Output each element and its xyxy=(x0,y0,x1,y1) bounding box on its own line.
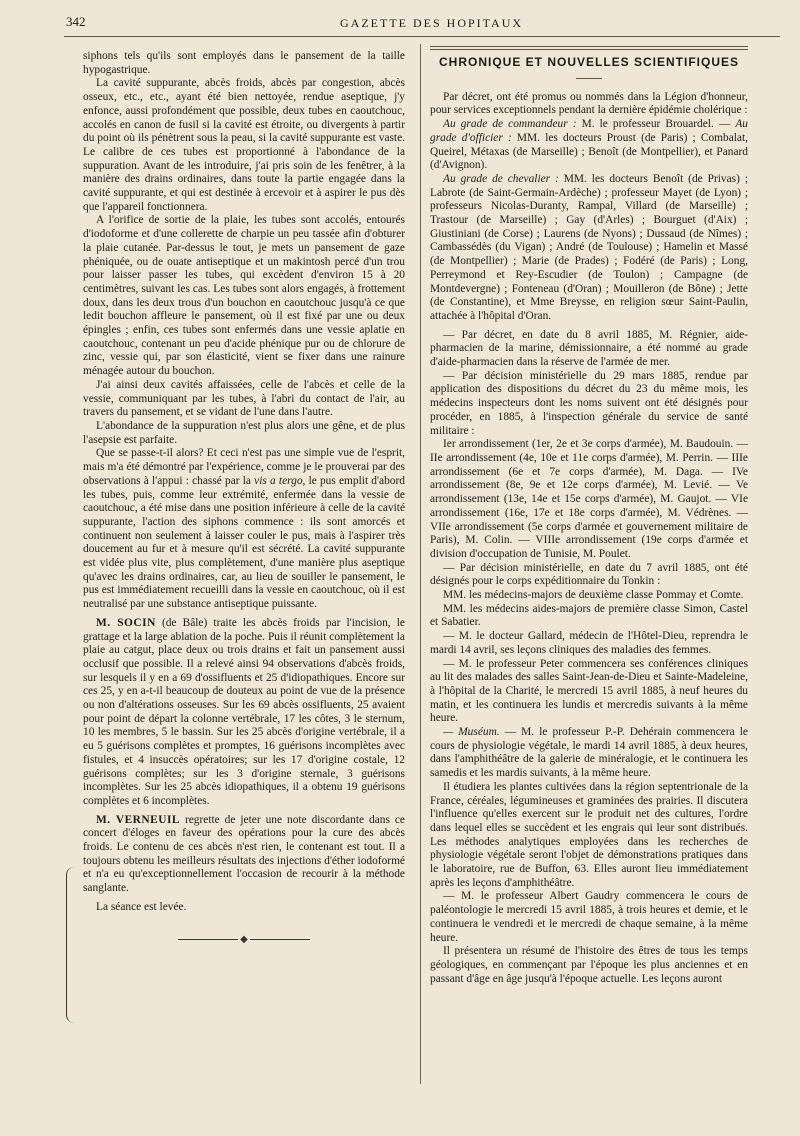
speaker-name: M. SOCIN xyxy=(96,616,156,629)
closing-line: La séance est levée. xyxy=(96,900,187,913)
text-run: MM. les docteurs Benoît (de Privas) ; Labrote (de Saint-Germain-Ardèche) ; professeur Mayet (de Lyon) ; professeurs Nicolas-Duranty, Rampal, Villard (de Marseille) ; Trastour (de Marseille) ; Gay (d'Arles) ; Bourguet (d'Aix) ; Giustiniani (de Corse) ; Laurens (de Nyons) ; Dussaud (de Nîmes) ; Cambassédès (du Vigan) ; André (de Toulouse) ; Hamelin et Massé (de Montpellier) ; Marie (de Prades) ; Fodéré (de Paris) ; Long, Perreymond et Rey-Escudier (de Toulon) ; Campagne (de Montdevergne) ; Fonteneau (d'Oran) ; Mouilleron (de Bône) ; Jette (de Constantine), et Mme Breysse, en religion sœur Saint-Paulin, attachée à l'hôpital d'Oran. xyxy=(430,172,748,322)
text-run: regrette de jeter une note discordante dans ce concert d'éloges en faveur des opérations pour la cure des abcès froids. Le contenu de ces abcès n'est rien, le contenant est tout. Il a toujours obtenu les meilleurs résultats des injections d'éther iodoformé et n'a eu qu'exceptionnellement l'occasion de recourir à la méthode sanglante. xyxy=(83,813,405,895)
paragraph: — Par décision ministérielle du 29 mars 1885, rendue par application des dispositions du décret du 23 du même mois, les médecins inspecteurs dont les noms suivent ont été désignés pour procéder, en 1885, à l'inspection générale du service de santé militaire : xyxy=(430,369,748,437)
column-divider xyxy=(420,44,421,1084)
paragraph: — M. le professeur Peter commencera ses conférences cliniques au lit des malades des salles Saint-Jean-de-Dieu et Sainte-Madeleine, à l'hôpital de la Charité, le mercredi 15 avril 1885, à neuf heures du matin, et les continuera les lundis et mercredis suivants à la même heure. xyxy=(430,657,748,725)
text-run: MM. les docteurs Proust (de Paris) ; Combalat, Queirel, Métaxas (de Marseille) ; Benoît (de Montpellier), et Panard (d'Avignon). xyxy=(430,131,748,172)
end-ornament: ◆ xyxy=(83,933,405,947)
italic-term: vis a tergo xyxy=(254,474,303,487)
italic-label: Au grade d'officier : xyxy=(430,118,748,144)
paragraph: J'ai ainsi deux cavités affaissées, celle de l'abcès et celle de la vessie, communiquant par les tubes, à l'abri du contact de l'air, au travers du pansement, et se vidant de l'une dans l'autre. xyxy=(83,378,405,419)
paragraph: — M. le professeur Albert Gaudry commencera le cours de paléontologie le mercredi 15 avril 1885, à trois heures et demie, et le continuera le vendredi et le mercredi de chaque semaine, à la même heure. xyxy=(430,890,748,944)
right-column xyxy=(430,46,748,986)
paragraph: — Par décision ministérielle, en date du 7 avril 1885, ont été désignés pour le corps expéditionnaire du Tonkin : xyxy=(430,561,748,588)
paragraph xyxy=(430,118,748,173)
text-run: M. le professeur Brouardel. — xyxy=(576,118,736,131)
paragraph: Par décret, ont été promus ou nommés dans la Légion d'honneur, pour services exceptionnels pendant la dernière épidémie cholérique : xyxy=(430,90,748,117)
paragraph xyxy=(83,447,405,611)
section-title: CHRONIQUE ET NOUVELLES SCIENTIFIQUES xyxy=(438,55,740,69)
paragraph: siphons tels qu'ils sont employés dans le pansement de la taille hypogastrique. xyxy=(83,50,405,76)
title-rule xyxy=(576,78,602,79)
text-run: , le pus emplit d'abord les tubes, puis, comme leur extrémité, enfermée dans la vessie de caoutchouc, a été mise dans une position inférieure à celle de la cavité suppurante, l'action des siphons commence : ils sont amorcés et continuent non seulement à laisser couler le pus, mais à l'aspirer très doucement au fur et à mesure qu'il est sécrété. La cavité suppurante est vidée plus vite, plus complètement, d'une manière plus aseptique qu'avec les drains ordinaires, car, au lieu de souiller le pansement, le pus est immédiatement recueilli dans la vessie en caoutchouc, où il est neutralisé par une substance antiseptique puissante. xyxy=(83,474,405,611)
paragraph: — Par décret, en date du 8 avril 1885, M. Régnier, aide-pharmacien de la marine, démissionnaire, a été nommé au grade d'aide-pharmacien dans la réserve de l'armée de mer. xyxy=(430,328,748,369)
italic-label: Au grade de chevalier : xyxy=(443,172,559,185)
speaker-name: M. VERNEUIL xyxy=(96,813,180,826)
paragraph-verneuil xyxy=(83,814,405,896)
header-rule xyxy=(64,36,780,37)
paragraph xyxy=(430,726,748,781)
running-head: GAZETTE DES HOPITAUX xyxy=(340,16,524,30)
paragraph: MM. les médecins-majors de deuxième classe Pommay et Comte. xyxy=(443,589,744,602)
page-number: 342 xyxy=(66,14,86,29)
paragraph: L'abondance de la suppuration n'est plus alors une gêne, et de plus l'asepsie est parfaite. xyxy=(83,419,405,446)
paragraph: Il étudiera les plantes cultivées dans la région septentrionale de la France, céréales, légumineuses et graminées des prairies. Il discutera l'influence qu'elles exercent sur le produit net des cultures, l'ordre dans lequel elles se succèdent et les engrais qui leur sont distribués. Les méthodes analytiques employées dans les recherches de physiologie végétale seront l'objet de démonstrations pratiques dans le laboratoire, rue de Buffon, 63. Elles auront lieu immédiatement après les leçons d'amphithéâtre. xyxy=(430,780,748,889)
text-run: (de Bâle) traite les abcès froids par l'incision, le grattage et la large ablation de la poche. Puis il réunit complètement la plaie au catgut, place deux ou trois drains et fait un pansement aussi occlusif que possible. Il a relevé ainsi 94 observations d'abcès froids, sur lesquels il y en a 69 d'ossifluents et 25 d'idiopathiques. Encore sur ces 25, y en a-t-il beaucoup de douteux au point de vue de la présence ou non d'altérations osseuses. Sur les 69 abcès ossifluents, 25 avaient pour point de départ la colonne vertébrale, 17 les côtes, 3 le sternum, 10 les membres, 5 le bassin. Sur les 25 abcès d'origine vertébrale, il a eu 5 guérisons complètes et promptes, 16 guérisons incomplètes avec fistules, et 4 insuccès opératoires; sur les 17 d'origine costale, 12 guérisons complètes; sur les 3 d'origine sternale, 3 guérisons incomplètes. Sur les 25 abcès idiopathiques, il a obtenu 19 guérisons complètes et 6 incomplètes. xyxy=(83,616,405,807)
paragraph: Il présentera un résumé de l'histoire des êtres de tous les temps géologiques, en commençant par l'époque les plus anciennes et en passant d'âge en âge jusqu'à l'époque actuelle. Les leçons auront xyxy=(430,945,748,985)
paragraph-socin xyxy=(83,617,405,809)
paragraph: — M. le docteur Gallard, médecin de l'Hôtel-Dieu, reprendra le mardi 14 avril, ses leçons cliniques des maladies des femmes. xyxy=(430,630,748,656)
text-run: — M. le professeur P.-P. Dehérain commencera le cours de physiologie végétale, le mardi 14 avril 1885, à deux heures, dans l'amphithéâtre de la galerie de minéralogie, et le continuera les samedis et les mardis suivants, à la même heure. xyxy=(430,726,748,780)
paragraph: Ier arrondissement (1er, 2e et 3e corps d'armée), M. Baudouin. — IIe arrondissement (4e, 10e et 11e corps d'armée), M. Perrin. — IIIe arrondissement (6e et 7e corps d'armée), M. Daga. — IVe arrondissement (8e, 9e et 12e corps d'armée), M. Levié. — Ve arrondissement (13e, 14e et 15e corps d'armée), M. Gaujot. — VIe arrondissement (16e, 17e et 18e corps d'armée), M. Védrènes. — VIIe arrondissement (5e corps d'armée et gouvernement militaire de Paris), M. Colin. — VIIIe arrondissement (19e corps d'armée et division d'occupation de Tunisie, M. Poulet. xyxy=(430,438,748,560)
text-run: Que se passe-t-il alors? Et ceci n'est pas une simple vue de l'esprit, mais m'a été démontré par l'expérience, comme je le prouverai par des observations à l'appui : chassé par la xyxy=(83,447,405,487)
section-rule xyxy=(430,46,748,50)
paragraph: MM. les médecins aides-majors de première classe Simon, Castel et Sabatier. xyxy=(430,602,748,629)
italic-label: Au grade de commandeur : xyxy=(443,118,577,131)
paragraph: La cavité suppurante, abcès froids, abcès par congestion, abcès osseux, etc., etc., ayant été bien nettoyée, rendue aseptique, j'y enfonce, aussi profondément que possible, deux tubes en caoutchouc, accolés en canon de fusil si la cavité est étroite, ou divergents à partir du point où ils pénètrent sous la peau, si la cavité suppurante est vaste. Le calibre de ces tubes est proportionné à l'abondance de la suppuration. Avant de les introduire, j'ai pris soin de les fenêtrer, à la manière des drains ordinaires, dans toute la partie engagée dans la cavité suppurante, et qui est destinée à ercevoir et à aspirer le pus dès que l'appareil fonctionnera. xyxy=(83,77,405,213)
margin-bracket-mark xyxy=(66,867,77,1023)
paragraph xyxy=(430,173,748,324)
italic-label: — Muséum. xyxy=(443,726,500,739)
paragraph: A l'orifice de sortie de la plaie, les tubes sont accolés, entourés d'iodoforme et d'une collerette de charpie un peu tassée afin d'obturer la plaie cutanée. Par-dessus le tout, je mets un pansement de gaze phéniquée, ou de ouate antiseptique et un makintosh percé d'un trou pour laisser passer les tubes, qui excèdent d'environ 15 à 20 centimètres, suivant les cas. Les tubes sont alors engagés, à frottement doux, dans les deux trous d'un bouchon en caoutchouc jusqu'à ce que ledit bouchon affleure le pansement, où il est fixé par une ou deux épingles ; enfin, ces tubes sont enfermés dans une vessie aplatie en caoutchouc, contenant un peu d'acide phénique pur ou de chlorure de zinc, vessie qui, par son élasticité, vient se fixer dans une rainure ménagée autour du bouchon. xyxy=(83,214,405,378)
left-column xyxy=(83,50,405,946)
